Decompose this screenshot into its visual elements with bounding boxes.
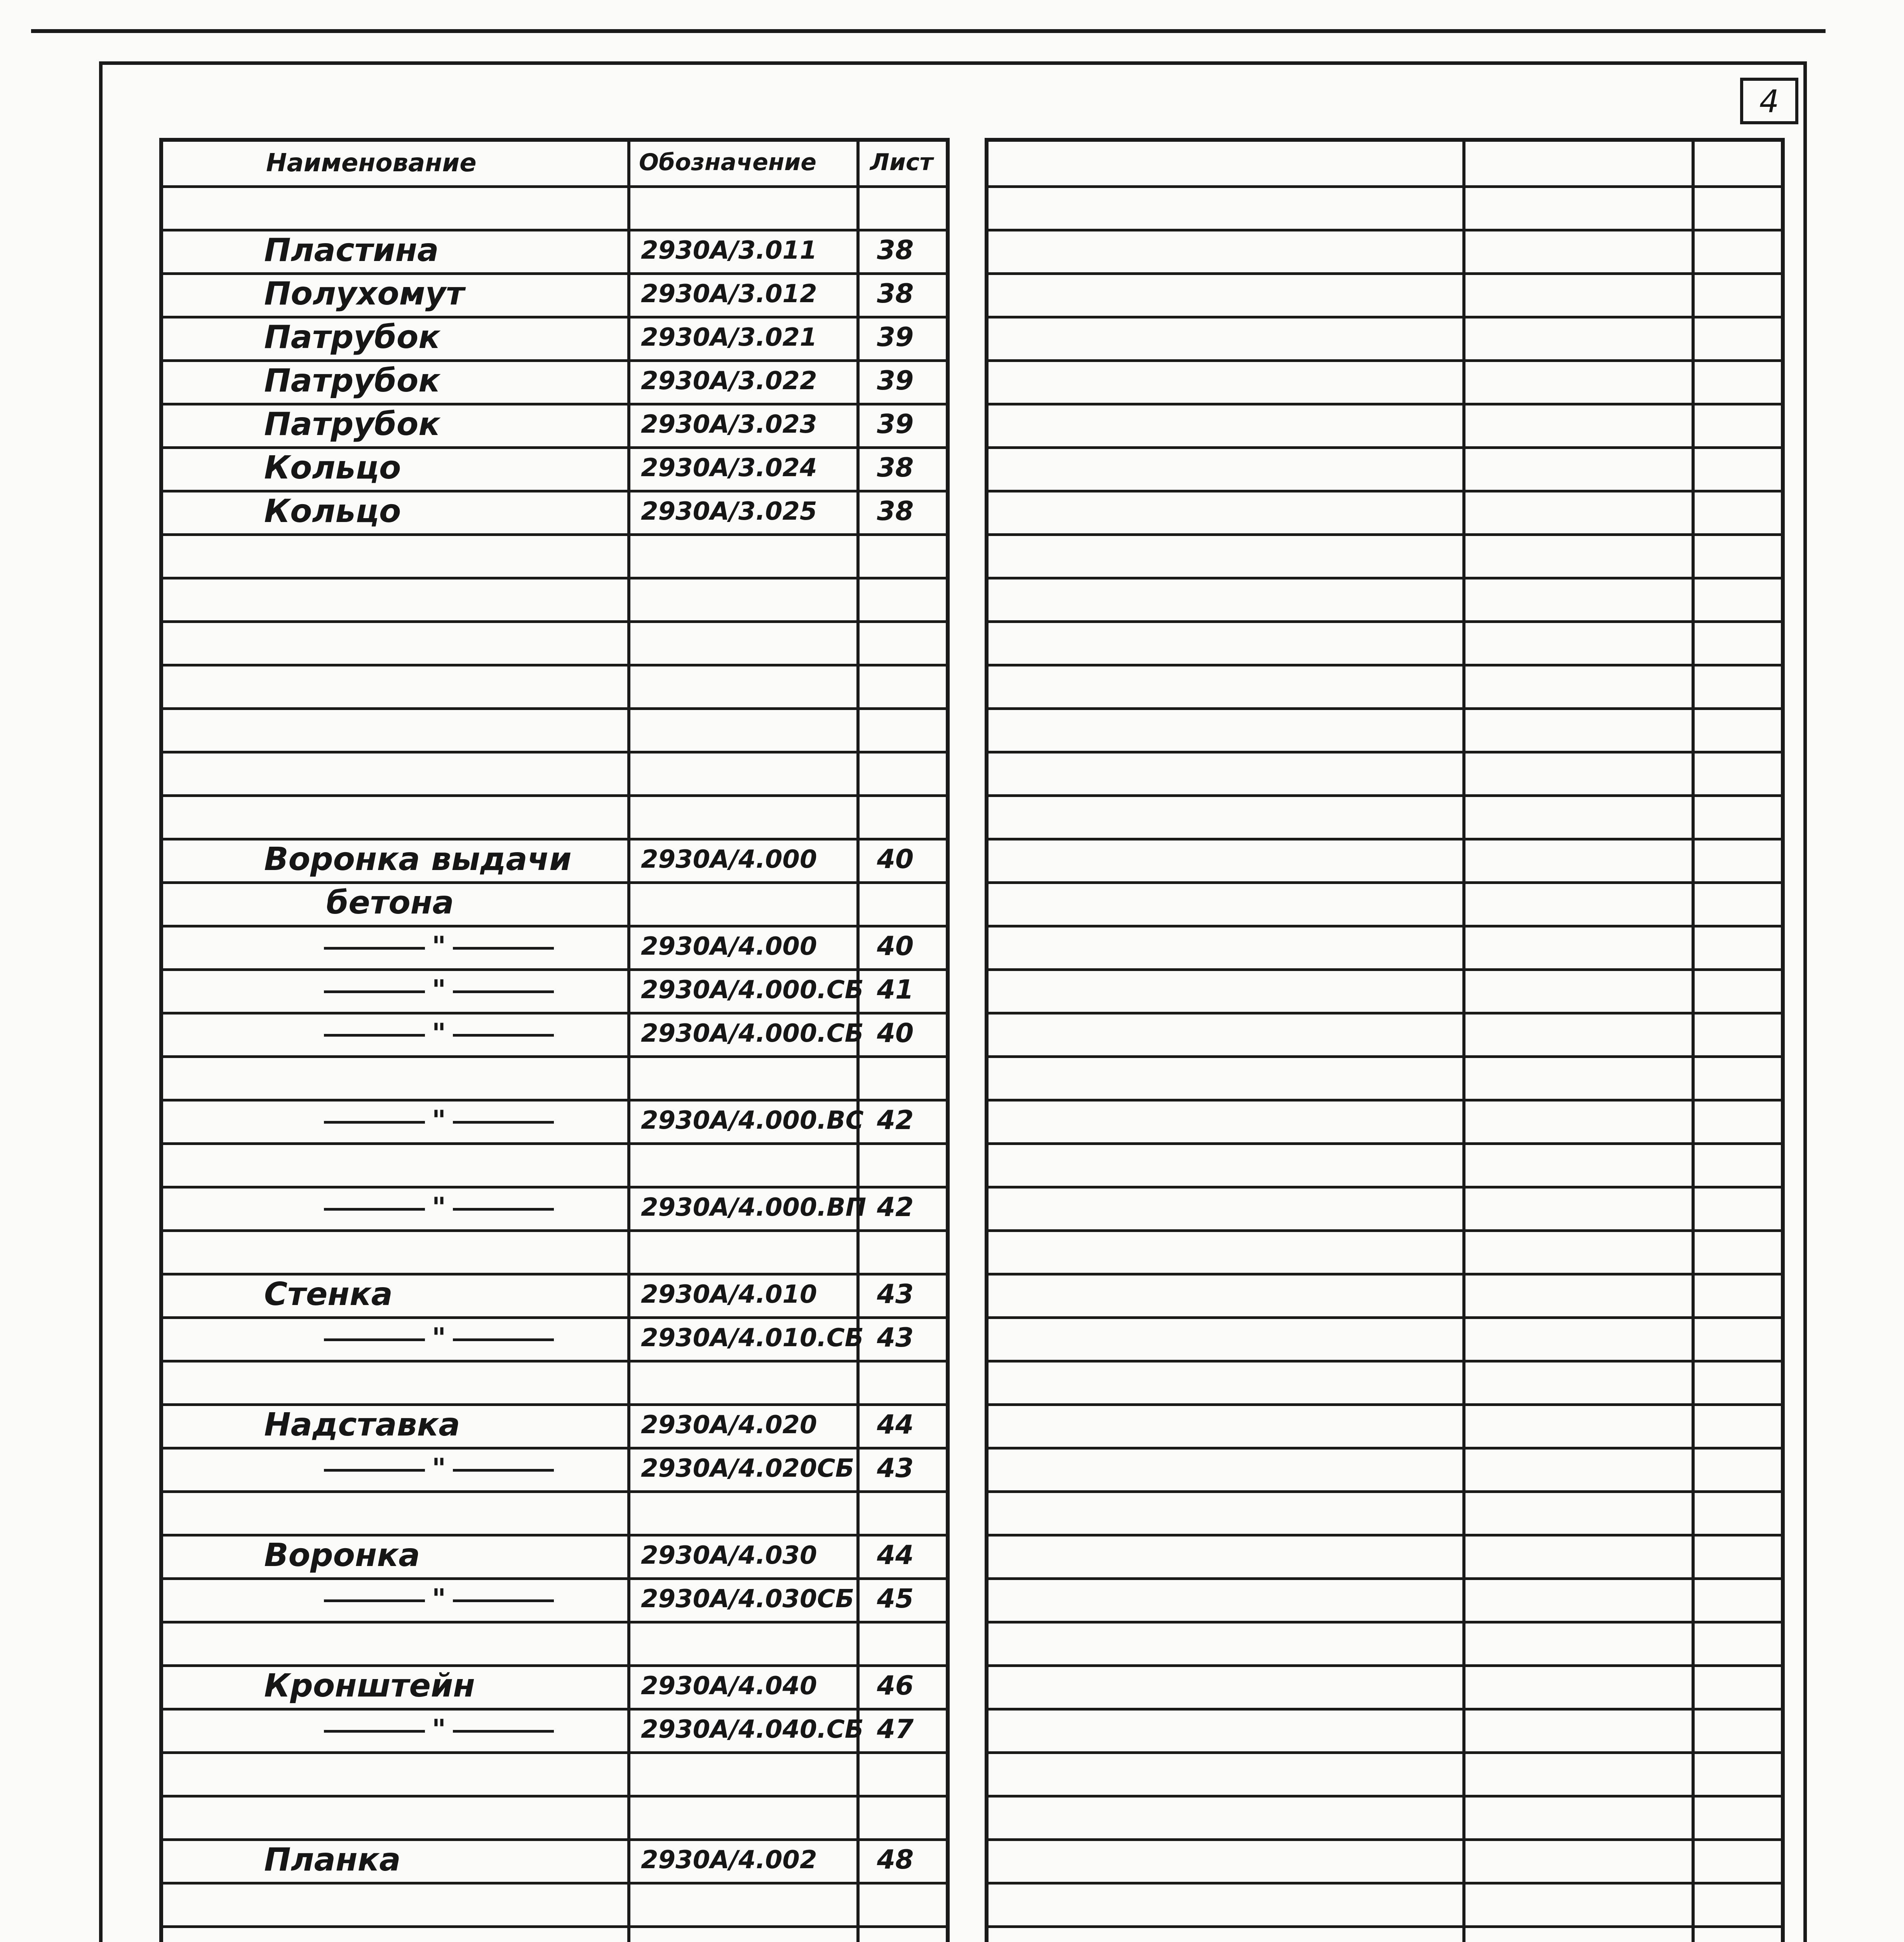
- item-sheet: 46: [877, 1671, 914, 1701]
- ditto-mark: ": [272, 968, 606, 1012]
- table-row: [163, 272, 946, 316]
- item-name: Полухомут: [264, 275, 465, 312]
- item-sheet: 39: [877, 365, 914, 396]
- item-sheet: [858, 881, 932, 925]
- item-code: 2930А/4.030СБ: [641, 1585, 855, 1613]
- item-sheet: 42: [877, 1192, 914, 1223]
- item-name: Планка: [264, 1841, 401, 1878]
- row-line: [163, 794, 946, 797]
- row-line: [989, 1099, 1781, 1102]
- item-sheet: 43: [877, 1453, 914, 1484]
- top-edge-line: [31, 29, 1826, 33]
- row-line: [989, 794, 1781, 797]
- item-code: 2930А/3.023: [641, 410, 817, 439]
- item-sheet: 40: [877, 844, 914, 875]
- row-line: [989, 316, 1781, 318]
- table-row: [163, 1447, 946, 1490]
- table-row: [163, 881, 946, 925]
- row-line: [163, 1360, 946, 1363]
- item-sheet: 44: [877, 1540, 914, 1571]
- item-sheet: 44: [877, 1410, 914, 1440]
- item-code: 2930А/3.022: [641, 367, 817, 395]
- row-line: [989, 620, 1781, 623]
- item-code: 2930А/3.025: [641, 497, 817, 526]
- ditto-mark: ": [272, 1708, 606, 1751]
- row-line: [989, 664, 1781, 666]
- table-row: [163, 1534, 946, 1577]
- item-code: 2930А/4.040: [641, 1672, 817, 1700]
- item-name: бетона: [326, 884, 454, 921]
- row-line: [163, 620, 946, 623]
- row-line: [989, 1708, 1781, 1711]
- item-code: 2930А/4.000.СБ: [641, 1019, 864, 1048]
- row-line: [163, 707, 946, 710]
- row-line: [163, 1142, 946, 1145]
- row-line: [989, 838, 1781, 840]
- row-line: [989, 185, 1781, 188]
- page-number-box: [1740, 78, 1798, 124]
- row-line: [163, 1795, 946, 1798]
- row-line: [989, 1838, 1781, 1841]
- row-line: [163, 1621, 946, 1624]
- row-line: [989, 577, 1781, 579]
- table-row: [163, 229, 946, 272]
- item-code: 2930А/3.012: [641, 280, 817, 308]
- table-row: [163, 1708, 946, 1751]
- row-line: [163, 533, 946, 536]
- table-row: [163, 838, 946, 881]
- table-row: [163, 446, 946, 490]
- row-line: [163, 1229, 946, 1232]
- table-row: [163, 1838, 946, 1882]
- item-sheet: 39: [877, 322, 914, 353]
- ditto-mark: ": [272, 1099, 606, 1142]
- item-sheet: 45: [877, 1584, 914, 1614]
- item-name: Кольцо: [264, 449, 401, 486]
- row-line: [989, 1447, 1781, 1450]
- item-name: Стенка: [264, 1276, 393, 1313]
- row-line: [163, 577, 946, 579]
- item-code: 2930А/4.030: [641, 1541, 817, 1570]
- row-line: [163, 1055, 946, 1058]
- table-row: [163, 1403, 946, 1447]
- row-line: [989, 1316, 1781, 1319]
- empty-continuation-table: [985, 138, 1785, 1942]
- row-line: [989, 1621, 1781, 1624]
- row-line: [989, 446, 1781, 449]
- ditto-mark: ": [272, 1577, 606, 1621]
- row-line: [989, 1925, 1781, 1928]
- item-sheet: 47: [877, 1714, 914, 1745]
- row-line: [989, 707, 1781, 710]
- ditto-mark: ": [272, 1316, 606, 1360]
- table-row: [163, 1099, 946, 1142]
- header-code: Обозначение: [639, 149, 817, 176]
- row-line: [989, 1490, 1781, 1493]
- item-code: 2930А/4.010: [641, 1280, 817, 1309]
- row-line: [989, 1142, 1781, 1145]
- row-line: [989, 1882, 1781, 1885]
- page-number: 4: [1759, 84, 1779, 120]
- item-code: 2930А/4.000: [641, 932, 817, 961]
- row-line: [989, 1403, 1781, 1406]
- header-sheet: Лист: [870, 149, 933, 176]
- item-code: 2930А/4.000.ВС: [641, 1106, 864, 1135]
- table-row: [163, 1012, 946, 1055]
- item-code: 2930А/4.020: [641, 1411, 817, 1439]
- item-name: Пластина: [264, 232, 439, 269]
- row-line: [989, 490, 1781, 492]
- ditto-mark: ": [272, 1447, 606, 1490]
- table-row: [163, 1186, 946, 1229]
- row-line: [163, 1751, 946, 1754]
- row-line: [163, 1882, 946, 1885]
- item-code: 2930А/4.020СБ: [641, 1454, 855, 1483]
- item-name: Кронштейн: [264, 1667, 475, 1704]
- row-line: [163, 664, 946, 666]
- item-name: Воронка: [264, 1537, 420, 1574]
- table-row: [163, 1316, 946, 1360]
- row-line: [989, 403, 1781, 405]
- item-name: Патрубок: [264, 362, 440, 399]
- table-row: [163, 1664, 946, 1708]
- row-line: [989, 1577, 1781, 1580]
- table-row: [163, 403, 946, 446]
- row-line: [989, 229, 1781, 231]
- item-sheet: 40: [877, 931, 914, 962]
- item-code: 2930А/4.000.СБ: [641, 976, 864, 1004]
- ditto-mark: ": [272, 1012, 606, 1055]
- item-code: 2930А/3.011: [641, 236, 817, 265]
- table-row: [163, 1273, 946, 1316]
- item-code: 2930А/4.010.СБ: [641, 1324, 864, 1352]
- item-code: 2930А/3.024: [641, 454, 817, 482]
- item-sheet: 38: [877, 235, 914, 266]
- row-line: [163, 1925, 946, 1928]
- ditto-mark: ": [272, 925, 606, 968]
- item-code: 2930А/4.002: [641, 1846, 817, 1874]
- row-line: [989, 1055, 1781, 1058]
- row-line: [163, 185, 946, 188]
- row-line: [163, 1490, 946, 1493]
- right-column-divider-1: [1462, 142, 1465, 1942]
- row-line: [989, 1664, 1781, 1667]
- row-line: [989, 1360, 1781, 1363]
- row-line: [163, 751, 946, 753]
- item-code: 2930А/4.000: [641, 845, 817, 874]
- item-sheet: 38: [877, 278, 914, 309]
- table-row: [163, 316, 946, 359]
- item-sheet: 43: [877, 1323, 914, 1353]
- row-line: [989, 1795, 1781, 1798]
- item-name: Надставка: [264, 1406, 460, 1443]
- item-name: Воронка выдачи: [264, 841, 572, 878]
- item-sheet: 43: [877, 1279, 914, 1310]
- item-sheet: 40: [877, 1018, 914, 1049]
- header-name: Наименование: [266, 149, 477, 177]
- row-line: [989, 1229, 1781, 1232]
- item-name: Кольцо: [264, 493, 401, 530]
- item-sheet: 38: [877, 496, 914, 527]
- item-sheet: 42: [877, 1105, 914, 1136]
- right-column-divider-2: [1692, 142, 1695, 1942]
- row-line: [989, 1273, 1781, 1276]
- row-line: [989, 881, 1781, 884]
- item-code: 2930А/4.040.СБ: [641, 1715, 864, 1744]
- row-line: [989, 1534, 1781, 1537]
- item-sheet: 39: [877, 409, 914, 440]
- item-name: Патрубок: [264, 319, 440, 356]
- row-line: [989, 1751, 1781, 1754]
- table-row: [163, 490, 946, 533]
- table-row: [163, 359, 946, 403]
- table-row: [163, 925, 946, 968]
- row-line: [989, 1012, 1781, 1015]
- item-sheet: 41: [877, 974, 914, 1005]
- row-line: [989, 751, 1781, 753]
- ditto-mark: ": [272, 1186, 606, 1229]
- row-line: [989, 359, 1781, 362]
- table-row: [163, 1577, 946, 1621]
- row-line: [989, 1186, 1781, 1189]
- drawings-list-table: [159, 138, 950, 1942]
- row-line: [989, 968, 1781, 971]
- item-sheet: 38: [877, 452, 914, 483]
- table-row: [163, 968, 946, 1012]
- item-name: Патрубок: [264, 406, 440, 443]
- row-line: [989, 272, 1781, 275]
- row-line: [989, 925, 1781, 927]
- item-sheet: 48: [877, 1845, 914, 1875]
- item-code: 2930А/3.021: [641, 323, 817, 352]
- item-code: 2930А/4.000.ВП: [641, 1193, 867, 1222]
- row-line: [989, 533, 1781, 536]
